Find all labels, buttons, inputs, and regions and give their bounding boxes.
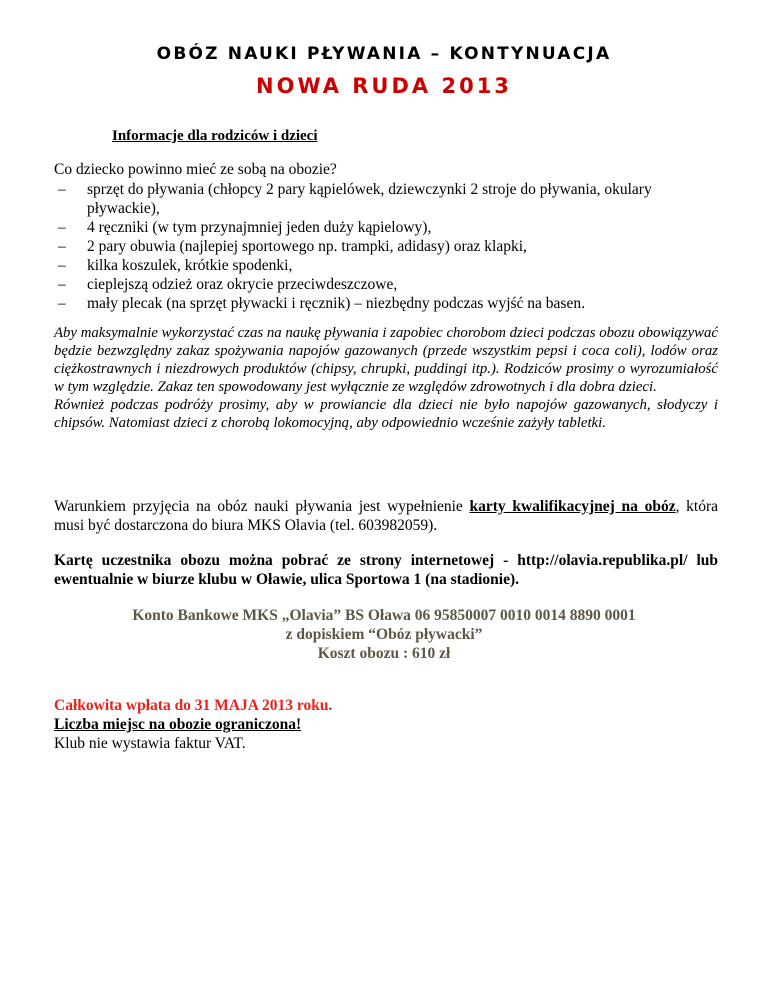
notice-paragraph: Aby maksymalnie wykorzystać czas na naukę pływania i zapobiec chorobom dzieci podczas obozu obowiązywać będzie bezwzględny zakaz spożywania napojów gazowanych (przede wszystkim pepsi i coca coli), lodów oraz ciężkostrawnych i niezdrowych produktów (chipsy, chrupki, puddingi itp.). Rodziców prosimy o wyrozumiałość w tym względzie. Zakaz ten spowodowany jest wyłącznie ze względów zdrowotnych i dla dobra dzieci.: [54, 325, 718, 395]
notice-paragraph: Również podczas podróży prosimy, aby w prowiancie dla dzieci nie było napojów gazowanych, słodyczy i chipsów. Natomiast dzieci z chorobą lokomocyjną, aby odpowiednio wcześnie zażyły tabletki.: [54, 397, 718, 431]
checklist: [54, 180, 722, 313]
list-item-text: 4 ręczniki (w tym przynajmniej jeden duży kąpielowy),: [87, 219, 432, 236]
condition-text-end: , która musi być dostarczona do biura MKS Olavia (tel. 603982059).: [54, 498, 718, 534]
bank-account: Konto Bankowe MKS „Olavia” BS Oława 06 95850007 0010 0014 8890 0001: [132, 607, 636, 624]
info-heading: Informacje dla rodziców i dzieci: [112, 128, 318, 144]
bullet-dash: –: [58, 238, 66, 255]
places-limit: Liczba miejsc na obozie ograniczona!: [54, 716, 302, 733]
bullet-dash: –: [58, 295, 66, 312]
vat-note: Klub nie wystawia faktur VAT.: [54, 735, 246, 752]
bullet-dash: –: [58, 219, 66, 236]
list-item: [54, 275, 722, 294]
bank-info: [0, 606, 768, 663]
bank-note: z dopiskiem “Obóz pływacki”: [285, 626, 483, 643]
document-title: OBÓZ NAUKI PŁYWANIA – KONTYNUACJA: [156, 44, 612, 64]
bullet-dash: –: [58, 181, 66, 198]
notice-block: [54, 324, 718, 432]
list-item: [54, 180, 722, 218]
document-subtitle: NOWA RUDA 2013: [256, 74, 512, 98]
checklist-question: Co dziecko powinno mieć ze sobą na obozie?: [54, 161, 337, 178]
condition-text: Warunkiem przyjęcia na obóz nauki pływania jest wypełnienie: [54, 498, 470, 515]
list-item-text: 2 pary obuwia (najlepiej sportowego np. trampki, adidasy) oraz klapki,: [87, 238, 527, 255]
payment-deadline: Całkowita wpłata do 31 MAJA 2013 roku.: [54, 697, 333, 714]
camp-cost: Koszt obozu : 610 zł: [317, 645, 451, 662]
list-item-text: mały plecak (na sprzęt pływacki i ręcznik) – niezbędny podczas wyjść na basen.: [87, 295, 585, 312]
list-item-text: kilka koszulek, krótkie spodenki,: [87, 257, 293, 274]
list-item-text: cieplejszą odzież oraz okrycie przeciwdeszczowe,: [87, 276, 398, 293]
bullet-dash: –: [58, 257, 66, 274]
list-item: [54, 237, 722, 256]
condition-paragraph: [54, 497, 718, 535]
list-item: [54, 218, 722, 237]
list-item: [54, 256, 722, 275]
list-item: [54, 294, 722, 313]
list-item-text: sprzęt do pływania (chłopcy 2 pary kąpielówek, dziewczynki 2 stroje do pływania, okulary pływackie),: [87, 181, 652, 217]
qualification-card-link[interactable]: karty kwalifikacyjnej na obóz: [469, 498, 676, 515]
bullet-dash: –: [58, 276, 66, 293]
download-paragraph: Kartę uczestnika obozu można pobrać ze strony internetowej - http://olavia.republika.pl/ lub ewentualnie w biurze klubu w Oławie, ulica Sportowa 1 (na stadionie).: [54, 552, 718, 588]
